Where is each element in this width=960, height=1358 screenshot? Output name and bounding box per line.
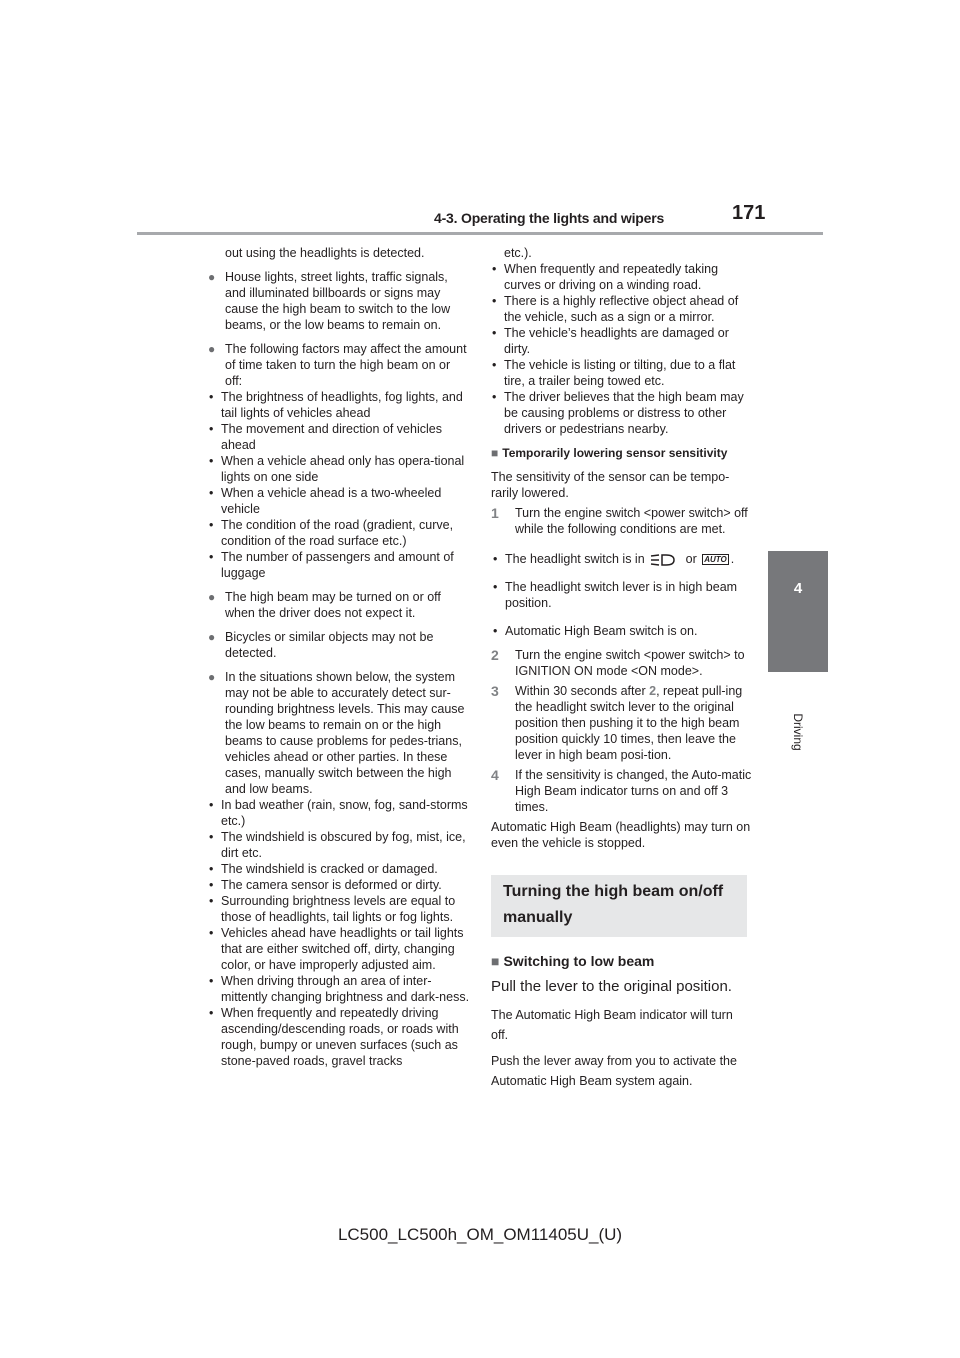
step-1 xyxy=(491,505,753,537)
list-item xyxy=(208,861,470,877)
dash-icon: • xyxy=(492,390,497,404)
step-number: 3 xyxy=(491,683,499,699)
subsection-heading-text: Switching to low beam xyxy=(503,953,655,969)
bullet-text: In the situations shown below, the system may not be able to accurately detect sur-rounding brightness levels. This may cause the low beams to remain on or the high beams to cause problems for pedes-trians, vehicles ahead or other parties. In these cases, manually switch between the high and low beams. xyxy=(225,670,465,796)
dash-icon: • xyxy=(492,294,497,308)
list-item xyxy=(208,453,470,485)
chapter-tab xyxy=(768,551,828,672)
condition-text: Automatic High Beam switch is on. xyxy=(505,624,698,638)
bullet-icon: ● xyxy=(208,630,216,644)
dash-icon: • xyxy=(209,974,214,988)
dash-icon: • xyxy=(209,550,214,564)
list-item-text: When frequently and repeatedly driving ascending/descending roads, or roads with rough, bumpy or uneven surfaces (such as stone-paved roads, gravel tracks xyxy=(221,1006,459,1068)
dash-icon: • xyxy=(492,262,497,276)
condition-item xyxy=(491,623,753,639)
header-divider xyxy=(137,232,823,235)
dash-icon: • xyxy=(209,862,214,876)
dash-icon: • xyxy=(209,422,214,436)
condition-text: or xyxy=(685,552,697,566)
list-item xyxy=(208,797,470,829)
dash-icon: • xyxy=(209,518,214,532)
right-column xyxy=(491,245,753,1097)
subsection-heading-text: Temporarily lowering sensor sensitivity xyxy=(502,446,728,460)
lead-text: Pull the lever to the original position. xyxy=(491,978,732,995)
list-item xyxy=(208,389,470,421)
step-text: Turn the engine switch <power switch> to IGNITION ON mode <ON mode>. xyxy=(515,648,745,678)
list-item xyxy=(208,925,470,973)
chapter-side-label-text: Driving xyxy=(791,713,805,751)
list-item-text: The windshield is cracked or damaged. xyxy=(221,862,438,876)
step-text: , repeat pull-ing the headlight switch lever to the original position then pushing it to the high beam position quickly 10 times, then leave the lever in high beam posi-tion. xyxy=(515,684,743,762)
list-item-text: When a vehicle ahead only has opera-tional lights on one side xyxy=(221,454,465,484)
document-code: LC500_LC500h_OM_OM11405U_(U) xyxy=(337,1225,623,1244)
list-item xyxy=(491,293,753,325)
dash-icon: • xyxy=(209,486,214,500)
condition-text: The headlight switch is in xyxy=(505,552,645,566)
list-item xyxy=(208,877,470,893)
dash-icon: • xyxy=(209,454,214,468)
dash-icon: • xyxy=(493,580,498,594)
list-item-text: When a vehicle ahead is a two-wheeled vehicle xyxy=(221,486,442,516)
headlight-switch-icon xyxy=(650,553,680,567)
dash-icon: • xyxy=(493,552,498,566)
step-text: Within 30 seconds after xyxy=(515,684,646,698)
bullet-paragraph xyxy=(208,629,470,661)
list-item xyxy=(208,973,470,1005)
body-text: Push the lever away from you to activate the Automatic High Beam system again. xyxy=(491,1054,737,1088)
body-text: The Automatic High Beam indicator will turn off. xyxy=(491,1008,733,1042)
dash-icon: • xyxy=(209,894,214,908)
page-number: 171 xyxy=(732,202,766,224)
list-item xyxy=(208,829,470,861)
dash-icon: • xyxy=(492,326,497,340)
auto-icon: AUTO xyxy=(704,555,727,565)
list-item-text: The movement and direction of vehicles ahead xyxy=(221,422,442,452)
continued-text: etc.). xyxy=(504,246,532,260)
chapter-side-label xyxy=(790,692,806,772)
list-item xyxy=(491,261,753,293)
situation-list xyxy=(208,797,470,1069)
list-item-text: The windshield is obscured by fog, mist, ice, dirt etc. xyxy=(221,830,466,860)
step-text: If the sensitivity is changed, the Auto-matic High Beam indicator turns on and off 3 times. xyxy=(515,768,752,814)
condition-text: The headlight switch lever is in high beam position. xyxy=(505,580,738,610)
bullet-paragraph xyxy=(208,269,470,333)
left-column xyxy=(208,245,470,1077)
dash-icon: • xyxy=(209,926,214,940)
factor-list xyxy=(208,389,470,581)
dash-icon: • xyxy=(209,1006,214,1020)
bullet-text: The following factors may affect the amount of time taken to turn the high beam on or off: xyxy=(225,342,467,388)
bullet-paragraph xyxy=(208,589,470,621)
bullet-text: The high beam may be turned on or off when the driver does not expect it. xyxy=(225,590,441,620)
list-item-text: Surrounding brightness levels are equal to those of headlights, tail lights or fog lights. xyxy=(221,894,456,924)
chapter-tab-number: 4 xyxy=(793,580,803,597)
list-item-text: When frequently and repeatedly taking curves or driving on a winding road. xyxy=(504,262,719,292)
condition-item xyxy=(491,551,753,567)
bullet-icon: ● xyxy=(208,670,216,684)
list-item-text: When driving through an area of inter-mittently changing brightness and dark-ness. xyxy=(221,974,470,1004)
subsection-heading xyxy=(491,445,753,461)
bullet-paragraph xyxy=(208,669,470,797)
list-item-text: In bad weather (rain, snow, fog, sand-storms etc.) xyxy=(221,798,468,828)
list-item-text: The vehicle’s headlights are damaged or dirty. xyxy=(504,326,729,356)
list-item-text: The brightness of headlights, fog lights, and tail lights of vehicles ahead xyxy=(221,390,463,420)
list-item xyxy=(208,517,470,549)
list-item xyxy=(208,421,470,453)
continued-text: out using the headlights is detected. xyxy=(225,246,425,260)
dash-icon: • xyxy=(492,358,497,372)
section-title: 4-3. Operating the lights and wipers xyxy=(434,210,665,226)
list-item xyxy=(491,389,753,437)
list-item xyxy=(208,893,470,925)
step-number: 4 xyxy=(491,767,499,783)
list-item xyxy=(208,1005,470,1069)
dash-icon: • xyxy=(209,390,214,404)
bullet-paragraph xyxy=(208,341,470,389)
bullet-text: Bicycles or similar objects may not be detected. xyxy=(225,630,434,660)
list-item-text: The driver believes that the high beam may be causing problems or distress to other drivers or pedestrians nearby. xyxy=(504,390,744,436)
step-number: 1 xyxy=(491,505,499,521)
dash-icon: • xyxy=(209,798,214,812)
list-item-text: The condition of the road (gradient, curve, condition of the road surface etc.) xyxy=(221,518,454,548)
step-2 xyxy=(491,647,753,679)
square-bullet-icon: ■ xyxy=(491,446,499,460)
dash-icon: • xyxy=(209,878,214,892)
list-item xyxy=(491,357,753,389)
list-item xyxy=(208,485,470,517)
dash-icon: • xyxy=(209,830,214,844)
note-text: Automatic High Beam (headlights) may turn on even the vehicle is stopped. xyxy=(491,820,751,850)
intro-text: The sensitivity of the sensor can be tempo-rarily lowered. xyxy=(491,470,730,500)
step-4 xyxy=(491,767,753,815)
subsection-heading xyxy=(491,953,753,969)
list-item-text: Vehicles ahead have headlights or tail lights that are either switched off, dirty, changing color, or have improperly adjusted aim. xyxy=(221,926,464,972)
section-box-title: Turning the high beam on/off manually xyxy=(503,883,724,926)
bullet-icon: ● xyxy=(208,590,216,604)
condition-text: . xyxy=(730,552,735,566)
list-item xyxy=(491,325,753,357)
list-item-text: There is a highly reflective object ahead of the vehicle, such as a sign or a mirror. xyxy=(504,294,739,324)
section-title-box xyxy=(491,875,747,937)
bullet-icon: ● xyxy=(208,342,216,356)
situation-list-continued xyxy=(491,261,753,437)
bullet-icon: ● xyxy=(208,270,216,284)
condition-item xyxy=(491,579,753,611)
bullet-text: House lights, street lights, traffic signals, and illuminated billboards or signs may cause the high beam to switch to the low beams, or the low beams to remain on. xyxy=(225,270,451,332)
step-text: Turn the engine switch <power switch> off while the following conditions are met. xyxy=(515,506,748,536)
square-bullet-icon: ■ xyxy=(491,953,500,969)
list-item-text: The vehicle is listing or tilting, due to a flat tire, a trailer being towed etc. xyxy=(504,358,736,388)
list-item-text: The number of passengers and amount of luggage xyxy=(221,550,454,580)
step-3 xyxy=(491,683,753,763)
list-item xyxy=(208,549,470,581)
step-number: 2 xyxy=(491,647,499,663)
step-reference: 2 xyxy=(649,684,657,698)
list-item-text: The camera sensor is deformed or dirty. xyxy=(221,878,442,892)
dash-icon: • xyxy=(493,624,498,638)
